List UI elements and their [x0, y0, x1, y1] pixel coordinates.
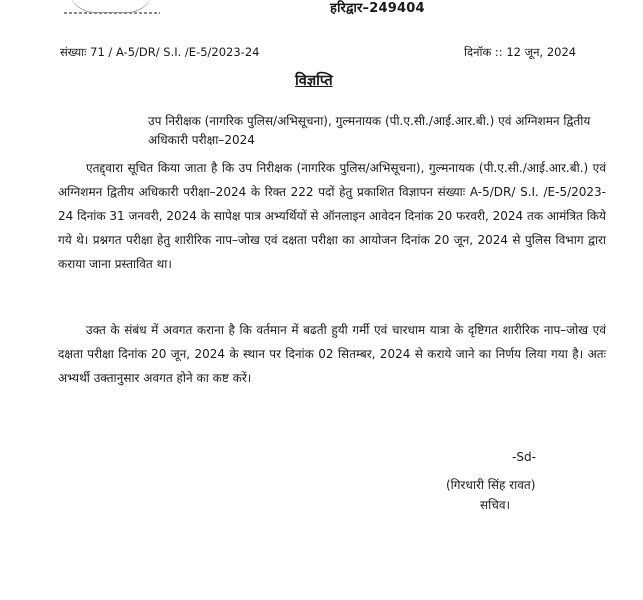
- notice-title: विज्ञप्ति: [295, 73, 333, 89]
- paragraph-2: उक्त के संबंध में अवगत कराना है कि वर्तमान में बढती हुयी गर्मी एवं चारधाम यात्रा के दृष्टिगत शारीरिक नाप–जोख एवं दक्षता परीक्षा दिनांक 20 जून, 2024 के स्थान पर दिनांक 02 सितम्बर, 2024 से कराये जाने का निर्णय लिया गया है। अतः अभ्यर्थी उक्तानुसार अवगत होने का कष्ट करें।: [58, 323, 606, 385]
- signatory-designation: सचिव।: [480, 498, 511, 512]
- signature-sd: -Sd-: [512, 450, 536, 464]
- signatory-name: (गिरधारी सिंह रावत): [446, 478, 536, 492]
- logo-caption: [64, 12, 160, 14]
- notice-subject: उप निरीक्षक (नागरिक पुलिस/अभिसूचना), गुल्मनायक (पी.ए.सी./आई.आर.बी.) एवं अग्निशमन द्वितीय अधिकारी परीक्षा–2024: [148, 114, 591, 147]
- paragraph-1: एतद्द्वारा सूचित किया जाता है कि उप निरीक्षक (नागरिक पुलिस/अभिसूचना), गुल्मनायक (पी.ए.सी./आई.आर.बी.) एवं अग्निशमन द्वितीय अधिकारी परीक्षा–2024 के रिक्त 222 पदों हेतु प्रकाशित विज्ञापन संख्याः A-5/DR/ S.I. /E-5/2023-24 दिनांक 31 जनवरी, 2024 के सापेक्ष पात्र अभ्यर्थियों से ऑनलाइन आवेदन दिनांक 20 फरवरी, 2024 तक आमंत्रित किये गये थे। प्रश्नगत परीक्षा हेतु शारीरिक नाप–जोख एवं दक्षता परीक्षा का आयोजन दिनांक 20 जून, 2024 से पुलिस विभाग द्वारा कराया जाना प्रस्तावित था।: [58, 161, 606, 271]
- reference-number: संख्याः 71 / A-5/DR/ S.I. /E-5/2023-24: [60, 45, 260, 59]
- letterhead: [0, 0, 643, 16]
- issue-date: दिनॉक :: 12 जून, 2024: [464, 45, 577, 59]
- office-address: हरिद्वार–249404: [330, 1, 425, 16]
